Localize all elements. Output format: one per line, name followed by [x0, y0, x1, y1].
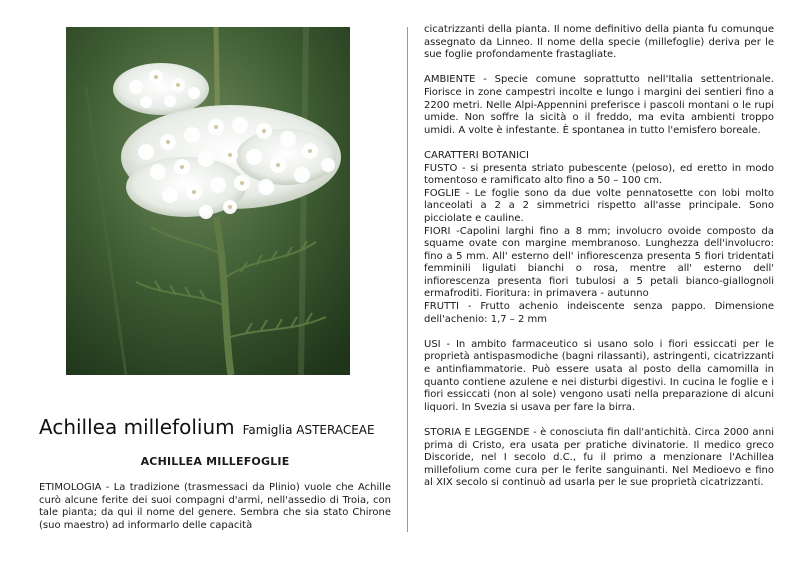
frutti-paragraph: FRUTTI - Frutto achenio indeiscente senza pappo. Dimensione dell'achenio: 1,7 – 2 mm: [424, 301, 774, 325]
etimologia-paragraph: ETIMOLOGIA - La tradizione (trasmessaci da Plinio) vuole che Achille curò alcune ferite dei suoi compagni d'armi, nell'assedio di Troia, con tale pianta; da qui il nome del genere. Sembra che sia stato Chirone (suo maestro) ad informarlo delle capacità: [39, 482, 391, 531]
ambiente-paragraph: AMBIENTE - Specie comune soprattutto nell'Italia settentrionale. Fiorisce in zone campestri incolte e lungo i margini dei sentieri fino a 2200 metri. Nelle Alpi-Appennini preferisce i pascoli montani o le rupi umide. Non soffre la sicità o il freddo, ma evita ambienti troppo umidi. A volte è infestante. È spontanea in tutto l'emisfero boreale.: [424, 74, 774, 136]
etimologia-continued: cicatrizzanti della pianta. Il nome definitivo della pianta fu comunque assegnato da Linneo. Il nome della specie (millefoglie) deriva per le sue foglie profondamente frastagliate.: [424, 24, 774, 61]
common-name-heading: ACHILLEA MILLEFOGLIE: [140, 455, 290, 468]
foglie-paragraph: FOGLIE - Le foglie sono da due volte pennatosette con lobi molto lanceolati a 2 a 2 simmetrici rispetto all'asse principale. Sono picciolate e cauline.: [424, 187, 774, 224]
fiori-paragraph: FIORI -Capolini larghi fino a 8 mm; involucro ovoide composto da squame ovate con margine membranoso. Lunghezza dell'involucro: fino a 5 mm. All' esterno dell' infiorescenza presenta 5 fiori tridentati femminili ligulati bianchi o rosa, mentre all' esterno dell' infiorescenza presenta fiori tubulosi a 5 petali bianco-giallognoli ermafroditi. Fioritura: in primavera - autunno: [424, 225, 774, 300]
scientific-name: Achillea millefolium: [39, 415, 235, 439]
caratteri-title: CARATTERI BOTANICI: [424, 149, 529, 161]
title-row: [39, 415, 399, 439]
column-divider: [407, 27, 408, 532]
usi-paragraph: USI - In ambito farmaceutico si usano solo i fiori essiccati per le proprietà antispasmodiche (bagni rilassanti), astringenti, cicatrizzanti e antinfiammatorie. Può essere usata al posto della camomilla in quanto contiene azulene e nei disturbi digestivi. In cucina le foglie e i fiori essiccati (non al sole) vengono usati nella preparazione di alcuni liquori. In Svezia si usava per fare la birra.: [424, 338, 774, 413]
storia-paragraph: STORIA E LEGGENDE - è conosciuta fin dall'antichità. Circa 2000 anni prima di Cristo, era usata per pratiche divinatorie. Il medico greco Discoride, nel I secolo d.C., fu il primo a menzionare l'Achillea millefolium come cura per le ferite sanguinanti. Nel Medioevo e fino al XIX secolo si continuò ad usarla per le sue proprietà cicatrizzanti.: [424, 427, 774, 489]
flower-image-icon: [66, 27, 350, 375]
family-label: Famiglia ASTERACEAE: [242, 423, 375, 437]
fusto-paragraph: FUSTO - si presenta striato pubescente (peloso), ed eretto in modo tomentoso e ramificato alto fino a 50 – 100 cm.: [424, 162, 774, 187]
right-column: [424, 24, 774, 490]
plant-photo: [66, 27, 350, 375]
